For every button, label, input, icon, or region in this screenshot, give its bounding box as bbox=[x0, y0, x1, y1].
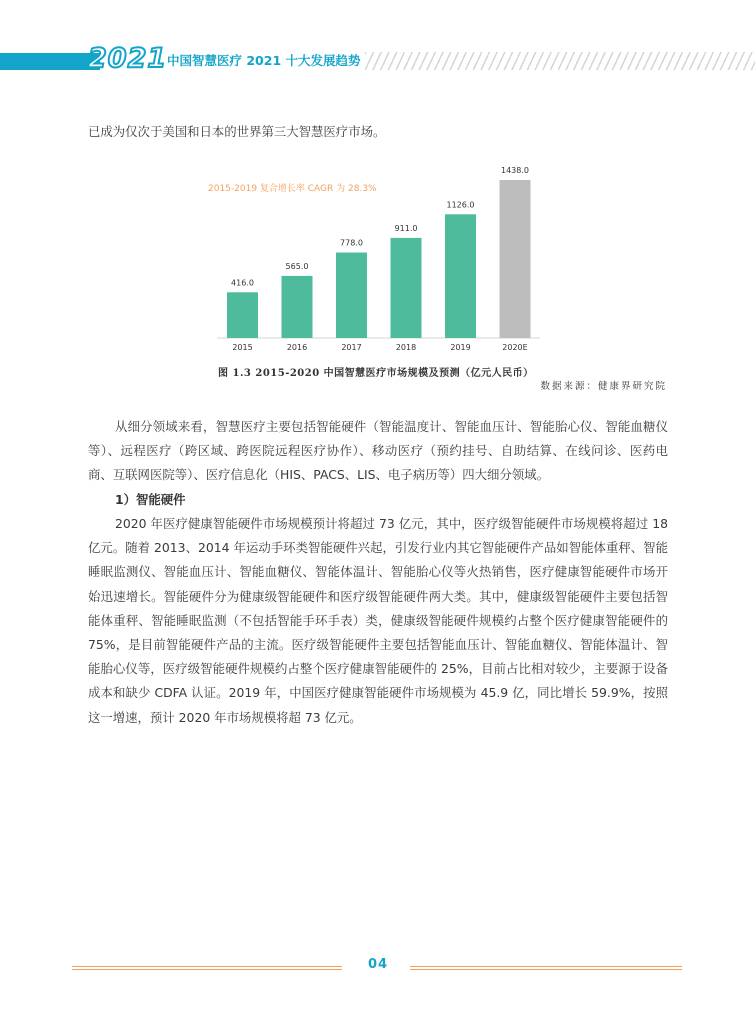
bar-2019 bbox=[445, 214, 476, 338]
figure-caption: 图 1.3 2015-2020 中国智慧医疗市场规模及预测（亿元人民币） bbox=[218, 368, 534, 379]
bar-2015 bbox=[227, 292, 258, 338]
value-label-2020E: 1438.0 bbox=[501, 166, 529, 175]
intro-paragraph: 已成为仅次于美国和日本的世界第三大智慧医疗市场。 bbox=[88, 124, 386, 139]
data-source: 数据来源：健康界研究院 bbox=[540, 381, 667, 392]
x-tick-label-2016: 2016 bbox=[286, 343, 308, 352]
value-label-2015: 416.0 bbox=[231, 278, 254, 288]
hardware-paragraph: 2020 年医疗健康智能硬件市场规模预计将超过 73 亿元，其中，医疗级智能硬件市场规模将超过 18 亿元。随着 2013、2014 年运动手环类智能硬件兴起，引发行业内其它智能硬件产品如智能体重秤、智能睡眠监测仪、智能血压计、智能血糖仪、智能体温计、智能胎心仪等火热销售，医疗健康智能硬件市场开始迅速增长。智能硬件分为健康级智能硬件和医疗级智能硬件两大类。其中，健康级智能硬件主要包括智能体重秤、智能睡眠监测（不包括智能手环手表）类，健康级智能硬件规模约占整个医疗健康智能硬件的 75%，是目前智能硬件产品的主流。医疗级智能硬件主要包括智能血压计、智能血糖仪、智能体温计、智能胎心仪等，医疗级智能硬件规模约占整个医疗健康智能硬件的 25%，目前占比相对较少，主要源于设备成本和缺少 CDFA 认证。2019 年，中国医疗健康智能硬件市场规模为 45.9 亿，同比增长 59.9%，按照这一增速，预计 2020 年市场规模将超 73 亿元。 bbox=[88, 516, 668, 725]
bar-2020E bbox=[500, 180, 531, 338]
section-heading: 1）智能硬件 bbox=[115, 492, 186, 507]
header-accent-bar bbox=[0, 53, 100, 70]
value-label-2018: 911.0 bbox=[394, 223, 418, 233]
page-number: 04 bbox=[367, 957, 389, 972]
header-hatch-decoration bbox=[365, 52, 755, 70]
footer-line-left bbox=[72, 966, 342, 970]
bar-2018 bbox=[391, 238, 422, 338]
value-label-2019: 1126.0 bbox=[446, 200, 475, 210]
bar-2016 bbox=[282, 276, 313, 338]
footer-line-right bbox=[410, 966, 682, 970]
x-tick-label-2017: 2017 bbox=[341, 343, 362, 352]
page-header bbox=[0, 44, 755, 74]
year-logo: 2021 bbox=[88, 43, 168, 74]
bar-2017 bbox=[336, 253, 367, 338]
segments-paragraph: 从细分领域来看，智慧医疗主要包括智能硬件（智能温度计、智能血压计、智能胎心仪、智能血糖仪等）、远程医疗（跨区域、跨医院远程医疗协作）、移动医疗（预约挂号、自助结算、在线问诊、医药电商、互联网医院等）、医疗信息化（HIS、PACS、LIS、电子病历等）四大细分领域。 bbox=[88, 419, 668, 483]
value-label-2016: 565.0 bbox=[285, 261, 309, 271]
report-title: 中国智慧医疗 2021 十大发展趋势 bbox=[167, 53, 361, 68]
x-tick-label-2020E: 2020E bbox=[502, 343, 528, 352]
x-tick-label-2018: 2018 bbox=[395, 343, 417, 352]
value-label-2017: 778.0 bbox=[340, 238, 363, 248]
x-tick-label-2019: 2019 bbox=[450, 343, 471, 352]
market-size-bar-chart bbox=[190, 150, 550, 355]
cagr-annotation: 2015-2019 复合增长率 CAGR 为 28.3% bbox=[208, 184, 377, 194]
x-tick-label-2015: 2015 bbox=[232, 343, 253, 352]
